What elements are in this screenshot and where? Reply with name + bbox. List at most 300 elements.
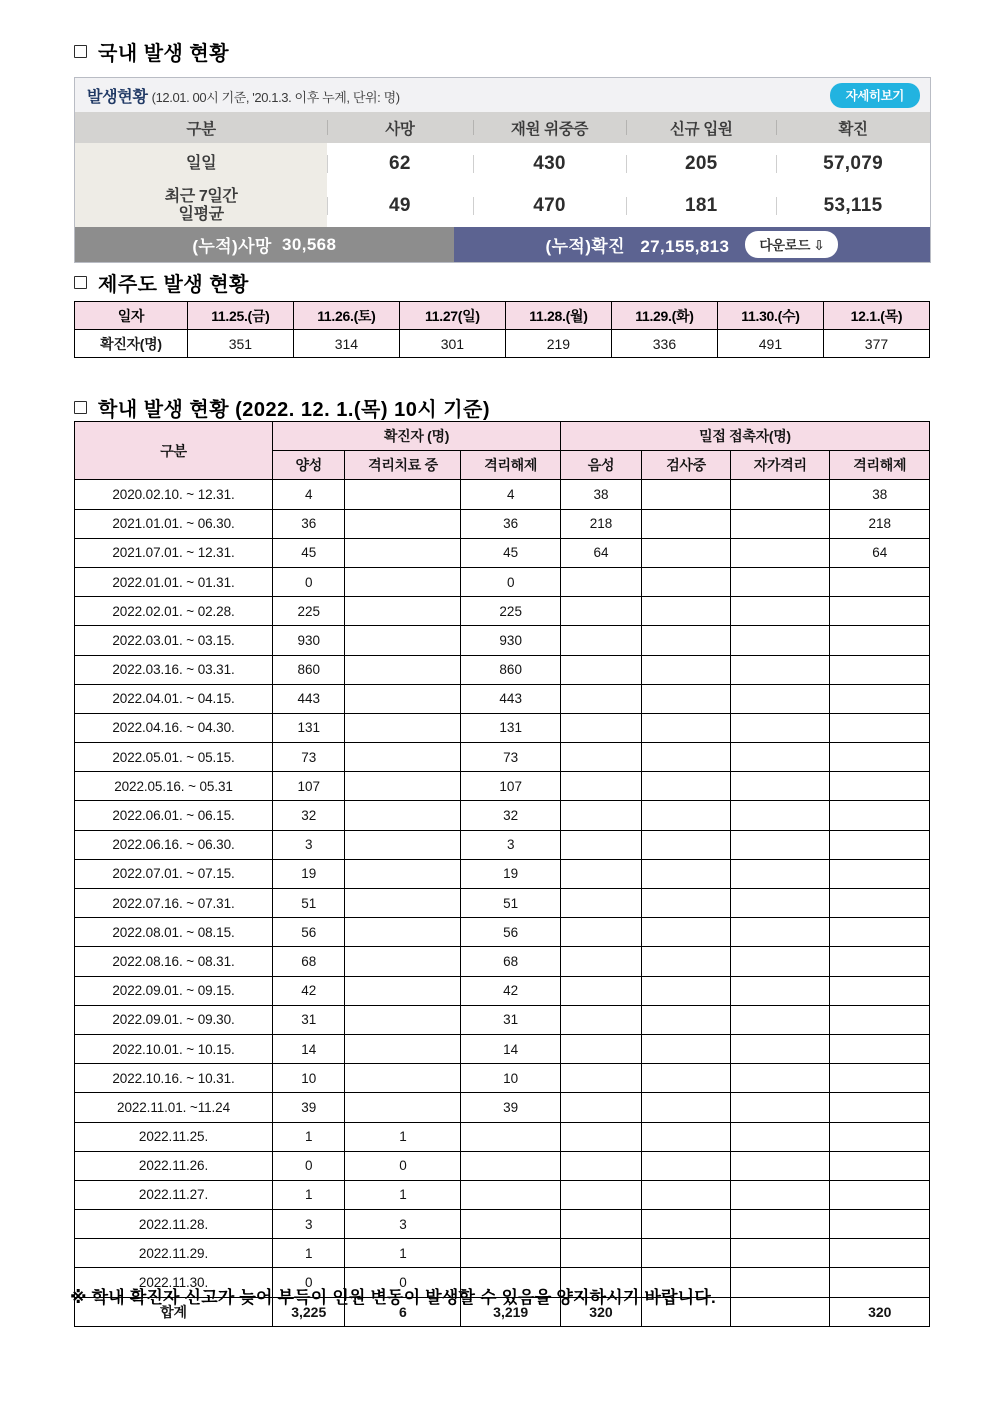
school-cell-self-isolation xyxy=(731,1034,830,1063)
school-cell-isolation-released: 51 xyxy=(461,889,560,918)
download-button[interactable]: 다운로드 ⇩ xyxy=(745,231,838,258)
school-cell-testing xyxy=(642,1005,731,1034)
national-table-header-row xyxy=(75,112,930,143)
school-total-negative: 320 xyxy=(560,1297,641,1326)
jeju-value-1128: 219 xyxy=(505,330,611,358)
school-cell-isolation-treatment xyxy=(345,772,461,801)
school-row-period: 2022.01.01. ~ 01.31. xyxy=(75,567,273,596)
school-cell-negative xyxy=(560,859,641,888)
school-cell-self-isolation xyxy=(731,1005,830,1034)
school-cell-testing xyxy=(642,801,731,830)
school-cell-testing xyxy=(642,1064,731,1093)
cumulative-confirmed-block xyxy=(454,227,930,262)
jeju-value-1127: 301 xyxy=(399,330,505,358)
school-cell-isolation-treatment xyxy=(345,830,461,859)
school-cell-isolation-released: 19 xyxy=(461,859,560,888)
national-daily-newadmit: 205 xyxy=(626,143,776,185)
school-cell-isolation-treatment xyxy=(345,626,461,655)
national-weekly-confirmed: 53,115 xyxy=(776,185,930,227)
section-heading-jeju-label: 제주도 발생 현황 xyxy=(98,274,249,296)
school-cell-contact-released xyxy=(830,1151,930,1180)
school-row-period: 2022.06.16. ~ 06.30. xyxy=(75,830,273,859)
national-status-card xyxy=(74,77,931,263)
table-row xyxy=(75,1034,930,1063)
school-cell-isolation-treatment xyxy=(345,1034,461,1063)
school-col-contact-isolation-released: 격리해제 xyxy=(830,451,930,480)
national-daily-critical: 430 xyxy=(473,143,627,185)
school-cell-contact-released xyxy=(830,1064,930,1093)
table-row xyxy=(75,1122,930,1151)
national-card-title-bold: 발생현황 xyxy=(87,89,148,106)
table-row xyxy=(75,684,930,713)
school-cell-negative xyxy=(560,772,641,801)
jeju-value-1126: 314 xyxy=(293,330,399,358)
jeju-value-1125: 351 xyxy=(187,330,293,358)
school-cell-negative xyxy=(560,1005,641,1034)
school-cell-testing xyxy=(642,743,731,772)
school-status-table xyxy=(74,421,930,1327)
school-cell-self-isolation xyxy=(731,1180,830,1209)
school-cell-negative xyxy=(560,976,641,1005)
school-cell-contact-released xyxy=(830,684,930,713)
school-cell-self-isolation xyxy=(731,480,830,509)
school-row-period: 2022.08.01. ~ 08.15. xyxy=(75,918,273,947)
school-cell-negative xyxy=(560,1210,641,1239)
school-cell-contact-released xyxy=(830,1180,930,1209)
school-cell-self-isolation xyxy=(731,1122,830,1151)
table-row xyxy=(75,597,930,626)
school-cell-contact-released: 218 xyxy=(830,509,930,538)
cumulative-death-value: 30,568 xyxy=(282,234,337,254)
school-col-negative: 음성 xyxy=(560,451,641,480)
table-row xyxy=(75,830,930,859)
table-row xyxy=(75,1005,930,1034)
school-cell-positive: 131 xyxy=(273,713,345,742)
school-cell-isolation-treatment xyxy=(345,597,461,626)
school-row-period: 2022.03.01. ~ 03.15. xyxy=(75,626,273,655)
school-cell-isolation-released: 860 xyxy=(461,655,560,684)
table-row xyxy=(75,538,930,567)
cumulative-confirmed-group xyxy=(546,232,730,257)
school-cell-isolation-treatment: 1 xyxy=(345,1180,461,1209)
school-total-label: 합계 xyxy=(75,1297,273,1326)
school-row-period: 2020.02.10. ~ 12.31. xyxy=(75,480,273,509)
school-cell-self-isolation xyxy=(731,1064,830,1093)
school-cell-self-isolation xyxy=(731,1268,830,1297)
national-card-title-sub: (12.01. 00시 기준, '20.1.3. 이후 누계, 단위: 명) xyxy=(151,90,400,105)
national-daily-confirmed: 57,079 xyxy=(776,143,930,185)
school-cell-negative xyxy=(560,1239,641,1268)
school-cell-negative xyxy=(560,1122,641,1151)
school-cell-isolation-released xyxy=(461,1210,560,1239)
school-cell-self-isolation xyxy=(731,772,830,801)
school-cell-negative xyxy=(560,684,641,713)
school-cell-testing xyxy=(642,567,731,596)
cumulative-death-label: (누적)사망 xyxy=(192,237,272,256)
school-row-period: 2022.10.01. ~ 10.15. xyxy=(75,1034,273,1063)
national-weekly-death: 49 xyxy=(327,185,472,227)
school-cell-testing xyxy=(642,538,731,567)
school-cell-isolation-released: 39 xyxy=(461,1093,560,1122)
table-row xyxy=(75,918,930,947)
school-cell-self-isolation xyxy=(731,830,830,859)
school-cell-positive: 45 xyxy=(273,538,345,567)
table-row xyxy=(75,1093,930,1122)
school-cell-contact-released xyxy=(830,626,930,655)
table-row xyxy=(75,626,930,655)
school-cell-isolation-treatment: 3 xyxy=(345,1210,461,1239)
section-heading-school-label: 학내 발생 현황 (2022. 12. 1.(목) 10시 기준) xyxy=(98,399,491,421)
school-cell-positive: 56 xyxy=(273,918,345,947)
school-cell-positive: 930 xyxy=(273,626,345,655)
national-table-row-weekly-avg xyxy=(75,185,930,227)
school-cell-testing xyxy=(642,1180,731,1209)
school-cell-positive: 0 xyxy=(273,1268,345,1297)
school-cell-negative xyxy=(560,801,641,830)
school-row-period: 2022.05.01. ~ 05.15. xyxy=(75,743,273,772)
school-cell-contact-released xyxy=(830,889,930,918)
school-cell-contact-released xyxy=(830,1239,930,1268)
school-cell-isolation-released xyxy=(461,1239,560,1268)
section-heading-national-label: 국내 발생 현황 xyxy=(98,43,230,65)
table-row xyxy=(75,509,930,538)
school-cell-positive: 14 xyxy=(273,1034,345,1063)
table-row xyxy=(75,567,930,596)
school-cell-self-isolation xyxy=(731,889,830,918)
national-weekly-critical: 470 xyxy=(473,185,627,227)
national-col-gubun: 구분 xyxy=(75,112,327,143)
school-cell-testing xyxy=(642,597,731,626)
school-row-period: 2022.11.29. xyxy=(75,1239,273,1268)
school-cell-testing xyxy=(642,1239,731,1268)
school-cell-contact-released xyxy=(830,655,930,684)
school-cell-contact-released xyxy=(830,830,930,859)
school-col-in-isolation-treatment: 격리치료 중 xyxy=(345,451,461,480)
school-cell-self-isolation xyxy=(731,1239,830,1268)
school-cell-self-isolation xyxy=(731,1151,830,1180)
school-cell-contact-released xyxy=(830,918,930,947)
school-row-period: 2022.09.01. ~ 09.30. xyxy=(75,1005,273,1034)
school-cell-negative: 64 xyxy=(560,538,641,567)
table-row xyxy=(75,1180,930,1209)
national-status-table xyxy=(75,112,930,227)
school-cell-self-isolation xyxy=(731,976,830,1005)
school-cell-testing xyxy=(642,772,731,801)
school-row-period: 2022.04.16. ~ 04.30. xyxy=(75,713,273,742)
school-cell-self-isolation xyxy=(731,743,830,772)
school-cell-positive: 0 xyxy=(273,1151,345,1180)
section-heading-jeju xyxy=(74,268,249,297)
national-col-critical: 재원 위중증 xyxy=(473,112,627,143)
school-cell-testing xyxy=(642,626,731,655)
school-cell-positive: 68 xyxy=(273,947,345,976)
school-cell-negative xyxy=(560,1180,641,1209)
table-row xyxy=(75,889,930,918)
school-cell-testing xyxy=(642,655,731,684)
school-row-period: 2022.09.01. ~ 09.15. xyxy=(75,976,273,1005)
school-cell-negative xyxy=(560,1034,641,1063)
school-cell-self-isolation xyxy=(731,655,830,684)
jeju-col-1128: 11.28.(월) xyxy=(505,302,611,330)
school-cell-positive: 0 xyxy=(273,567,345,596)
jeju-row-label: 확진자(명) xyxy=(75,330,188,358)
table-row xyxy=(75,1239,930,1268)
school-cell-isolation-released: 443 xyxy=(461,684,560,713)
school-cell-isolation-treatment xyxy=(345,1005,461,1034)
table-row xyxy=(75,743,930,772)
jeju-value-1130: 491 xyxy=(717,330,823,358)
school-col-positive: 양성 xyxy=(273,451,345,480)
checkbox-icon xyxy=(74,276,87,289)
detail-view-button[interactable]: 자세히보기 xyxy=(830,83,920,108)
school-cell-isolation-released: 42 xyxy=(461,976,560,1005)
school-cell-contact-released xyxy=(830,743,930,772)
school-cell-negative xyxy=(560,1151,641,1180)
cumulative-death-block xyxy=(75,227,454,262)
school-row-period: 2022.10.16. ~ 10.31. xyxy=(75,1064,273,1093)
school-cell-isolation-treatment xyxy=(345,889,461,918)
school-cell-isolation-treatment: 1 xyxy=(345,1239,461,1268)
school-cell-self-isolation xyxy=(731,567,830,596)
checkbox-icon xyxy=(74,45,87,58)
school-cell-self-isolation xyxy=(731,597,830,626)
school-row-period: 2022.06.01. ~ 06.15. xyxy=(75,801,273,830)
school-cell-isolation-released: 68 xyxy=(461,947,560,976)
school-cell-isolation-treatment xyxy=(345,509,461,538)
school-cell-testing xyxy=(642,859,731,888)
school-table-body xyxy=(75,480,930,1326)
national-row-label-daily: 일일 xyxy=(75,143,327,185)
school-cell-isolation-treatment xyxy=(345,947,461,976)
school-cell-contact-released xyxy=(830,1122,930,1151)
school-cell-positive: 31 xyxy=(273,1005,345,1034)
school-cell-contact-released xyxy=(830,1034,930,1063)
weekly-avg-line1: 최근 7일간 xyxy=(164,187,238,205)
table-row xyxy=(75,1210,930,1239)
school-cell-isolation-released xyxy=(461,1122,560,1151)
school-cell-isolation-treatment xyxy=(345,976,461,1005)
cumulative-confirmed-value: 27,155,813 xyxy=(640,237,730,256)
school-cell-testing xyxy=(642,947,731,976)
school-cell-contact-released xyxy=(830,947,930,976)
school-cell-testing xyxy=(642,684,731,713)
school-col-isolation-released: 격리해제 xyxy=(461,451,560,480)
jeju-col-1125: 11.25.(금) xyxy=(187,302,293,330)
school-cell-testing xyxy=(642,918,731,947)
school-cell-isolation-released: 930 xyxy=(461,626,560,655)
table-row xyxy=(75,655,930,684)
school-cell-positive: 3 xyxy=(273,1210,345,1239)
school-cell-contact-released xyxy=(830,1210,930,1239)
weekly-avg-line2: 일평균 xyxy=(178,206,224,223)
school-cell-self-isolation xyxy=(731,684,830,713)
footnote: ※ 학내 확진자 신고가 늦어 부득이 인원 변동이 발생할 수 있음을 양지하시기 바랍니다. xyxy=(70,1288,716,1307)
school-cell-contact-released xyxy=(830,976,930,1005)
jeju-header-row xyxy=(75,302,930,330)
school-cell-positive: 860 xyxy=(273,655,345,684)
school-cell-isolation-treatment xyxy=(345,480,461,509)
school-cell-positive: 42 xyxy=(273,976,345,1005)
school-cell-isolation-treatment xyxy=(345,567,461,596)
school-cell-testing xyxy=(642,480,731,509)
school-cell-self-isolation xyxy=(731,626,830,655)
school-cell-testing xyxy=(642,889,731,918)
school-cell-negative xyxy=(560,567,641,596)
school-row-period: 2022.04.01. ~ 04.15. xyxy=(75,684,273,713)
school-cell-self-isolation xyxy=(731,918,830,947)
cumulative-confirmed-label: (누적)확진 xyxy=(545,237,625,256)
section-heading-national xyxy=(74,37,229,66)
school-cell-negative: 38 xyxy=(560,480,641,509)
school-cell-self-isolation xyxy=(731,1093,830,1122)
school-row-period: 2022.07.16. ~ 07.31. xyxy=(75,889,273,918)
school-cell-isolation-treatment xyxy=(345,655,461,684)
school-cell-positive: 443 xyxy=(273,684,345,713)
national-row-label-weekly-avg xyxy=(75,185,327,227)
school-cell-isolation-released: 4 xyxy=(461,480,560,509)
school-cell-isolation-treatment xyxy=(345,743,461,772)
school-cell-contact-released: 64 xyxy=(830,538,930,567)
national-card-title xyxy=(87,84,400,107)
national-col-newadmit: 신규 입원 xyxy=(626,112,776,143)
national-daily-death: 62 xyxy=(327,143,472,185)
school-cell-isolation-treatment xyxy=(345,1093,461,1122)
school-cell-negative xyxy=(560,918,641,947)
table-row xyxy=(75,480,930,509)
school-cell-contact-released xyxy=(830,567,930,596)
school-cell-negative xyxy=(560,743,641,772)
school-total-self-isolation xyxy=(731,1297,830,1326)
school-col-testing: 검사중 xyxy=(642,451,731,480)
school-cell-isolation-released: 10 xyxy=(461,1064,560,1093)
jeju-col-1126: 11.26.(토) xyxy=(293,302,399,330)
school-cell-contact-released xyxy=(830,713,930,742)
school-row-period: 2022.08.16. ~ 08.31. xyxy=(75,947,273,976)
school-row-period: 2022.02.01. ~ 02.28. xyxy=(75,597,273,626)
school-cell-positive: 107 xyxy=(273,772,345,801)
national-table-row-daily xyxy=(75,143,930,185)
school-row-period: 2022.11.25. xyxy=(75,1122,273,1151)
school-header-group-row xyxy=(75,422,930,451)
school-total-positive: 3,225 xyxy=(273,1297,345,1326)
school-cell-isolation-released: 31 xyxy=(461,1005,560,1034)
school-cell-contact-released xyxy=(830,859,930,888)
school-cell-contact-released xyxy=(830,1005,930,1034)
school-row-period: 2022.11.30. xyxy=(75,1268,273,1297)
national-col-confirmed: 확진 xyxy=(776,112,930,143)
school-cell-isolation-treatment xyxy=(345,538,461,567)
school-cell-isolation-released: 56 xyxy=(461,918,560,947)
school-cell-negative xyxy=(560,947,641,976)
school-cell-positive: 225 xyxy=(273,597,345,626)
school-cell-isolation-released: 225 xyxy=(461,597,560,626)
jeju-data-row xyxy=(75,330,930,358)
school-cell-isolation-released xyxy=(461,1180,560,1209)
school-cell-positive: 3 xyxy=(273,830,345,859)
school-group-confirmed: 확진자 (명) xyxy=(273,422,561,451)
national-card-title-row xyxy=(75,78,930,112)
school-cell-testing xyxy=(642,1210,731,1239)
school-col-self-isolation: 자가격리 xyxy=(731,451,830,480)
table-row xyxy=(75,801,930,830)
school-cell-isolation-released: 73 xyxy=(461,743,560,772)
school-cell-positive: 73 xyxy=(273,743,345,772)
school-cell-self-isolation xyxy=(731,801,830,830)
school-cell-positive: 39 xyxy=(273,1093,345,1122)
school-cell-isolation-treatment xyxy=(345,684,461,713)
school-cell-isolation-treatment xyxy=(345,918,461,947)
school-cell-positive: 1 xyxy=(273,1122,345,1151)
school-cell-positive: 32 xyxy=(273,801,345,830)
school-cell-isolation-treatment: 0 xyxy=(345,1151,461,1180)
table-row xyxy=(75,713,930,742)
school-cell-contact-released xyxy=(830,1268,930,1297)
school-cell-isolation-treatment: 0 xyxy=(345,1268,461,1297)
school-cell-isolation-treatment xyxy=(345,801,461,830)
checkbox-icon xyxy=(74,401,87,414)
school-cell-negative xyxy=(560,597,641,626)
table-row xyxy=(75,859,930,888)
school-cell-contact-released xyxy=(830,1093,930,1122)
school-cell-self-isolation xyxy=(731,859,830,888)
school-total-isolation-treatment: 6 xyxy=(345,1297,461,1326)
school-cell-contact-released xyxy=(830,801,930,830)
school-cell-positive: 4 xyxy=(273,480,345,509)
school-cell-isolation-released: 107 xyxy=(461,772,560,801)
jeju-value-1129: 336 xyxy=(611,330,717,358)
school-cell-testing xyxy=(642,830,731,859)
school-cell-positive: 1 xyxy=(273,1180,345,1209)
table-row xyxy=(75,772,930,801)
school-cell-contact-released: 38 xyxy=(830,480,930,509)
national-weekly-newadmit: 181 xyxy=(626,185,776,227)
school-cell-isolation-treatment xyxy=(345,859,461,888)
school-cell-isolation-treatment xyxy=(345,713,461,742)
school-cell-positive: 51 xyxy=(273,889,345,918)
jeju-value-1201: 377 xyxy=(823,330,929,358)
jeju-col-1129: 11.29.(화) xyxy=(611,302,717,330)
school-row-period: 2022.11.27. xyxy=(75,1180,273,1209)
school-cell-negative xyxy=(560,830,641,859)
school-row-period: 2022.11.26. xyxy=(75,1151,273,1180)
national-card-footer xyxy=(75,227,930,262)
school-cell-negative xyxy=(560,626,641,655)
jeju-status-table xyxy=(74,301,930,358)
school-cell-isolation-treatment xyxy=(345,1064,461,1093)
school-cell-positive: 19 xyxy=(273,859,345,888)
school-total-isolation-released: 3,219 xyxy=(461,1297,560,1326)
school-cell-testing xyxy=(642,1122,731,1151)
school-cell-self-isolation xyxy=(731,1210,830,1239)
school-cell-negative xyxy=(560,1064,641,1093)
school-row-period: 2022.03.16. ~ 03.31. xyxy=(75,655,273,684)
jeju-col-1130: 11.30.(수) xyxy=(717,302,823,330)
table-row xyxy=(75,1151,930,1180)
school-cell-self-isolation xyxy=(731,947,830,976)
school-cell-self-isolation xyxy=(731,538,830,567)
school-group-contacts: 밀접 접촉자(명) xyxy=(560,422,929,451)
school-total-contact-released: 320 xyxy=(830,1297,930,1326)
school-cell-isolation-treatment: 1 xyxy=(345,1122,461,1151)
school-cell-testing xyxy=(642,713,731,742)
school-cell-negative xyxy=(560,889,641,918)
school-cell-testing xyxy=(642,1034,731,1063)
school-cell-testing xyxy=(642,509,731,538)
school-cell-self-isolation xyxy=(731,509,830,538)
school-cell-isolation-released: 131 xyxy=(461,713,560,742)
school-row-period: 2022.05.16. ~ 05.31 xyxy=(75,772,273,801)
school-cell-negative xyxy=(560,1093,641,1122)
